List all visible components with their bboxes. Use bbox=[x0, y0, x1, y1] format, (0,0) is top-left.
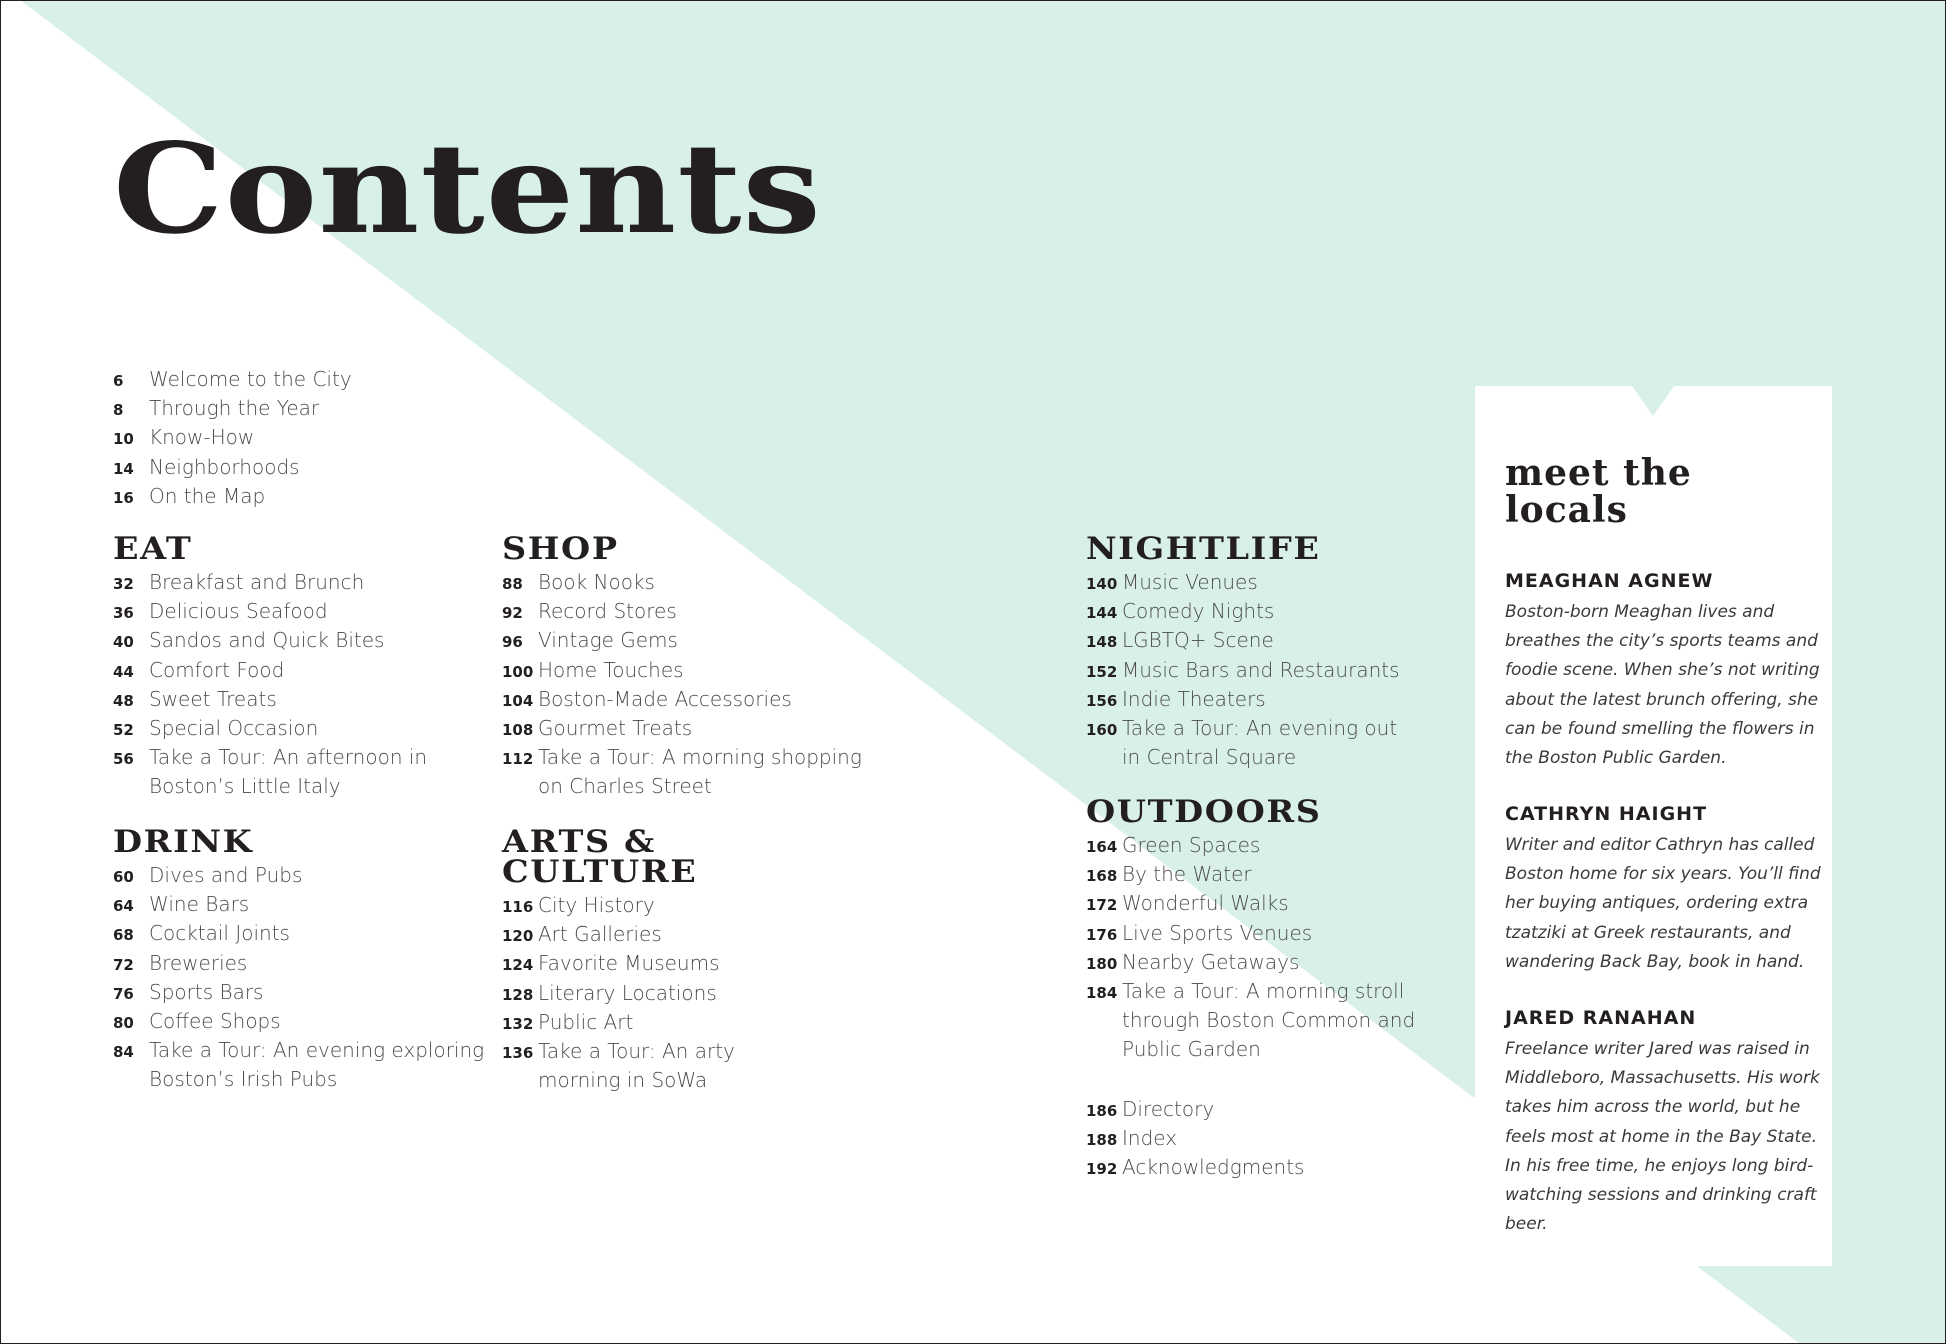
page-number: 188 bbox=[1086, 1131, 1118, 1150]
toc-entry[interactable] bbox=[1086, 919, 1466, 948]
page-number: 156 bbox=[1086, 691, 1118, 710]
entry-label: Wine Bars bbox=[149, 892, 250, 917]
toc-entry[interactable] bbox=[1086, 597, 1466, 626]
toc-entry[interactable] bbox=[502, 920, 902, 949]
toc-entry[interactable] bbox=[1086, 977, 1466, 1065]
toc-entry[interactable] bbox=[1086, 568, 1466, 597]
local-bio bbox=[1505, 570, 1835, 773]
page-number: 16 bbox=[113, 488, 134, 507]
page-number: 60 bbox=[113, 868, 134, 886]
toc-entry[interactable] bbox=[113, 394, 473, 423]
entry-label: Music Bars and Restaurants bbox=[1122, 657, 1400, 682]
toc-entry[interactable] bbox=[113, 1036, 513, 1094]
page-number: 124 bbox=[502, 956, 534, 975]
section-outdoors bbox=[1086, 794, 1466, 1065]
page-number: 44 bbox=[113, 662, 134, 681]
page-number: 40 bbox=[113, 633, 134, 652]
page-number: 132 bbox=[502, 1014, 534, 1033]
toc-entry[interactable] bbox=[113, 453, 473, 482]
page-number: 80 bbox=[113, 1013, 134, 1032]
toc-entry[interactable] bbox=[113, 890, 513, 919]
entry-label: Comfort Food bbox=[149, 657, 285, 682]
page-number: 100 bbox=[502, 662, 534, 681]
entry-label: Coffee Shops bbox=[149, 1008, 281, 1033]
page-number: 32 bbox=[113, 575, 134, 593]
page-number: 172 bbox=[1086, 896, 1118, 915]
entry-label: Breakfast and Brunch bbox=[149, 570, 365, 594]
toc-entry[interactable] bbox=[502, 1008, 902, 1037]
entry-label: Take a Tour: A morning stroll through Boston Common and Public Garden bbox=[1122, 978, 1416, 1062]
toc-entry[interactable] bbox=[113, 949, 513, 978]
entry-label: Home Touches bbox=[538, 657, 684, 682]
toc-entry[interactable] bbox=[113, 597, 493, 626]
local-description: Writer and editor Cathryn has called Boston home for six years. You’ll find her buying antiques, ordering extra tzatziki at Greek restaurants, and wandering Back Bay, book in hand. bbox=[1505, 835, 1821, 972]
page-title: Contents bbox=[113, 117, 822, 262]
toc-entry[interactable] bbox=[113, 743, 493, 801]
entry-label: Comedy Nights bbox=[1122, 599, 1275, 624]
toc-entry[interactable] bbox=[1086, 685, 1466, 714]
toc-entry[interactable] bbox=[113, 423, 473, 452]
local-bio bbox=[1505, 1007, 1835, 1239]
toc-entry[interactable] bbox=[1086, 831, 1466, 860]
toc-entry[interactable] bbox=[113, 1007, 513, 1036]
section-heading: OUTDOORS bbox=[1086, 794, 1322, 830]
entry-label: Green Spaces bbox=[1122, 833, 1261, 857]
entry-label: City History bbox=[538, 893, 655, 917]
entry-label: Take a Tour: An evening out in Central Square bbox=[1122, 715, 1398, 770]
entry-label: Through the Year bbox=[149, 396, 320, 421]
page-number: 68 bbox=[113, 926, 134, 945]
page-number: 56 bbox=[113, 750, 134, 769]
entry-label: Neighborhoods bbox=[149, 454, 300, 479]
entry-label: Record Stores bbox=[538, 599, 677, 624]
toc-entry[interactable] bbox=[502, 1037, 902, 1095]
page-number: 8 bbox=[113, 401, 124, 420]
page-number: 180 bbox=[1086, 954, 1118, 973]
section-nightlife bbox=[1086, 531, 1466, 772]
section-heading: ARTS & CULTURE bbox=[502, 824, 698, 890]
local-name: MEAGHAN AGNEW bbox=[1505, 570, 1714, 592]
section-heading: EAT bbox=[113, 531, 193, 567]
toc-entry[interactable] bbox=[113, 568, 493, 597]
page-number: 128 bbox=[502, 985, 534, 1004]
entry-label: On the Map bbox=[149, 483, 266, 508]
toc-entry[interactable] bbox=[502, 979, 902, 1008]
toc-entry[interactable] bbox=[1086, 1095, 1466, 1124]
entry-label: Nearby Getaways bbox=[1122, 949, 1300, 974]
entry-label: Take a Tour: A morning shopping on Charles Street bbox=[538, 745, 862, 799]
entry-label: Special Occasion bbox=[149, 715, 319, 740]
section-heading: SHOP bbox=[502, 531, 619, 567]
entry-label: Take a Tour: An evening exploring Boston’s Irish Pubs bbox=[149, 1038, 485, 1092]
toc-entry[interactable] bbox=[502, 714, 902, 743]
toc-entry[interactable] bbox=[502, 891, 902, 920]
entry-label: Know-How bbox=[149, 425, 255, 450]
entry-label: Vintage Gems bbox=[538, 628, 678, 653]
page-number: 176 bbox=[1086, 925, 1118, 944]
local-name: JARED RANAHAN bbox=[1505, 1007, 1697, 1029]
entry-label: Boston-Made Accessories bbox=[538, 686, 792, 711]
toc-entry[interactable] bbox=[113, 861, 513, 890]
entry-label: Sports Bars bbox=[149, 979, 264, 1004]
entry-label: Delicious Seafood bbox=[149, 599, 328, 624]
entry-label: LGBTQ+ Scene bbox=[1122, 628, 1274, 653]
toc-entry[interactable] bbox=[113, 656, 493, 685]
page-number: 136 bbox=[502, 1043, 534, 1062]
back-matter-list bbox=[1086, 1095, 1466, 1183]
entry-label: Sandos and Quick Bites bbox=[149, 628, 385, 653]
page-number: 186 bbox=[1086, 1102, 1118, 1120]
page-number: 10 bbox=[113, 430, 134, 449]
toc-entry[interactable] bbox=[1086, 860, 1466, 889]
section-shop bbox=[502, 531, 902, 802]
toc-entry[interactable] bbox=[1086, 948, 1466, 977]
entry-label: Book Nooks bbox=[538, 570, 655, 594]
toc-entry[interactable] bbox=[113, 685, 493, 714]
local-name: CATHRYN HAIGHT bbox=[1505, 803, 1708, 825]
entry-label: Directory bbox=[1122, 1097, 1215, 1121]
page-number: 116 bbox=[502, 898, 534, 916]
entry-label: Breweries bbox=[149, 950, 248, 975]
intro-list bbox=[113, 365, 473, 511]
page-number: 14 bbox=[113, 459, 134, 478]
page-number: 112 bbox=[502, 750, 534, 769]
entry-label: Wonderful Walks bbox=[1122, 891, 1289, 916]
page-number: 160 bbox=[1086, 720, 1118, 739]
toc-entry[interactable] bbox=[113, 365, 473, 394]
entry-label: Welcome to the City bbox=[149, 367, 352, 391]
section-drink bbox=[113, 824, 513, 1095]
entry-label: Acknowledgments bbox=[1122, 1155, 1305, 1180]
page-number: 48 bbox=[113, 691, 134, 710]
page-number: 192 bbox=[1086, 1160, 1118, 1179]
toc-entry[interactable] bbox=[502, 685, 902, 714]
page-number: 120 bbox=[502, 927, 534, 946]
entry-label: Gourmet Treats bbox=[538, 715, 693, 740]
local-description: Boston-born Meaghan lives and breathes the city’s sports teams and foodie scene. When she’s not writing about the latest brunch offering, she can be found smelling the flowers in the Boston Public Garden. bbox=[1505, 602, 1820, 769]
toc-entry[interactable] bbox=[113, 919, 513, 948]
section-heading: DRINK bbox=[113, 824, 254, 860]
page-number: 72 bbox=[113, 955, 134, 974]
page-number: 6 bbox=[113, 372, 124, 390]
page-number: 168 bbox=[1086, 867, 1118, 886]
entry-label: Take a Tour: An afternoon in Boston’s Little Italy bbox=[149, 745, 428, 799]
page-number: 36 bbox=[113, 604, 134, 623]
toc-entry[interactable] bbox=[1086, 1153, 1466, 1182]
entry-label: Music Venues bbox=[1122, 570, 1258, 594]
entry-label: Favorite Museums bbox=[538, 951, 720, 976]
page-number: 108 bbox=[502, 720, 534, 739]
page-number: 184 bbox=[1086, 983, 1118, 1002]
toc-entry[interactable] bbox=[1086, 626, 1466, 655]
page-number: 88 bbox=[502, 575, 523, 593]
entry-label: Literary Locations bbox=[538, 980, 717, 1005]
toc-entry[interactable] bbox=[1086, 889, 1466, 918]
toc-entry[interactable] bbox=[1086, 656, 1466, 685]
page-number: 92 bbox=[502, 604, 523, 623]
entry-label: Public Art bbox=[538, 1009, 634, 1034]
entry-label: Cocktail Joints bbox=[149, 921, 290, 946]
entry-label: Dives and Pubs bbox=[149, 863, 303, 887]
entry-label: Live Sports Venues bbox=[1122, 920, 1313, 945]
entry-label: By the Water bbox=[1122, 862, 1252, 887]
page-number: 152 bbox=[1086, 662, 1118, 681]
page-number: 104 bbox=[502, 691, 534, 710]
toc-entry[interactable] bbox=[113, 714, 493, 743]
entry-label: Index bbox=[1122, 1126, 1178, 1151]
toc-entry[interactable] bbox=[502, 656, 902, 685]
section-heading: NIGHTLIFE bbox=[1086, 531, 1321, 567]
page-number: 84 bbox=[113, 1043, 134, 1062]
page-number: 96 bbox=[502, 633, 523, 652]
page-number: 164 bbox=[1086, 838, 1118, 856]
toc-entry[interactable] bbox=[113, 978, 513, 1007]
section-eat bbox=[113, 531, 493, 802]
page-number: 64 bbox=[113, 897, 134, 916]
page-number: 148 bbox=[1086, 633, 1118, 652]
toc-entry[interactable] bbox=[502, 949, 902, 978]
entry-label: Indie Theaters bbox=[1122, 686, 1266, 711]
toc-entry[interactable] bbox=[1086, 714, 1466, 772]
page-number: 52 bbox=[113, 720, 134, 739]
toc-entry[interactable] bbox=[502, 743, 902, 801]
toc-entry[interactable] bbox=[502, 597, 902, 626]
toc-entry[interactable] bbox=[113, 626, 493, 655]
page-number: 76 bbox=[113, 984, 134, 1003]
entry-label: Take a Tour: An arty morning in SoWa bbox=[538, 1038, 735, 1093]
local-bio bbox=[1505, 803, 1835, 977]
page-number: 140 bbox=[1086, 575, 1118, 593]
toc-entry[interactable] bbox=[502, 568, 902, 597]
toc-entry[interactable] bbox=[1086, 1124, 1466, 1153]
local-description: Freelance writer Jared was raised in Middleboro, Massachusetts. His work takes him across the world, but he feels most at home in the Bay State. In his free time, he enjoys long bird-watching sessions and drinking craft beer. bbox=[1505, 1039, 1820, 1235]
locals-title: meet the locals bbox=[1505, 452, 1692, 531]
toc-entry[interactable] bbox=[502, 626, 902, 655]
entry-label: Sweet Treats bbox=[149, 686, 277, 711]
page-number: 144 bbox=[1086, 604, 1118, 623]
toc-entry[interactable] bbox=[113, 482, 473, 511]
entry-label: Art Galleries bbox=[538, 922, 662, 947]
section-arts-culture bbox=[502, 824, 902, 1095]
